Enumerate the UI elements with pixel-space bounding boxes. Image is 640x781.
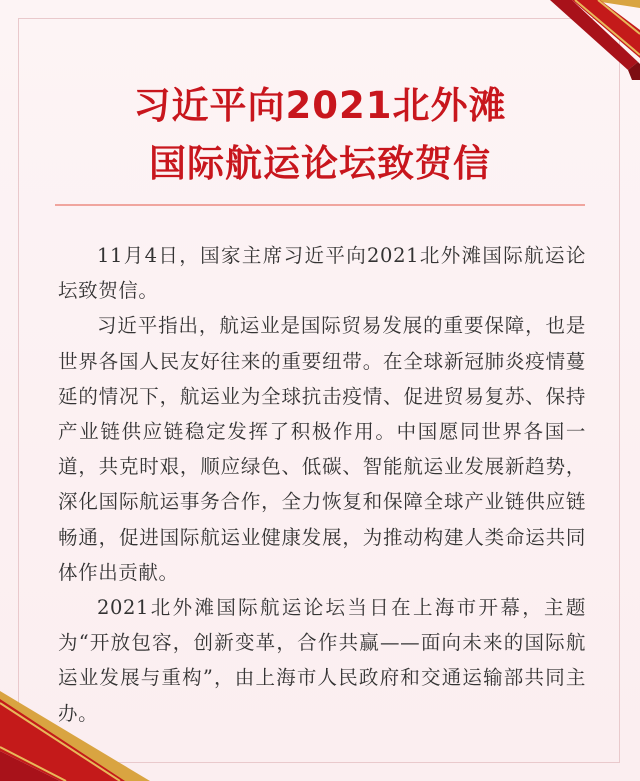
page-title — [0, 77, 640, 193]
title-divider — [55, 204, 585, 206]
paragraph-2: 习近平指出，航运业是国际贸易发展的重要保障，也是世界各国人民友好往来的重要纽带。在全球新冠肺炎疫情蔓延的情况下，航运业为全球抗击疫情、促进贸易复苏、保持产业链供应链稳定发挥了积极作用。中国愿同世界各国一道，共克时艰，顺应绿色、低碳、智能航运业发展新趋势，深化国际航运事务合作，全力恢复和保障全球产业链供应链畅通，促进国际航运业健康发展，为推动构建人类命运共同体作出贡献。 — [58, 314, 586, 584]
title-line-2: 国际航运论坛致贺信 — [149, 141, 491, 185]
ribbon-decoration-top-right — [510, 0, 640, 80]
title-line-1: 习近平向2021北外滩 — [133, 83, 507, 127]
paragraph-3: 2021北外滩国际航运论坛当日在上海市开幕，主题为“开放包容，创新变革，合作共赢——面向未来的国际航运业发展与重构”，由上海市人民政府和交通运输部共同主办。 — [58, 596, 586, 725]
paragraph-1: 11月4日，国家主席习近平向2021北外滩国际航运论坛致贺信。 — [58, 244, 586, 303]
article-body — [58, 238, 586, 731]
